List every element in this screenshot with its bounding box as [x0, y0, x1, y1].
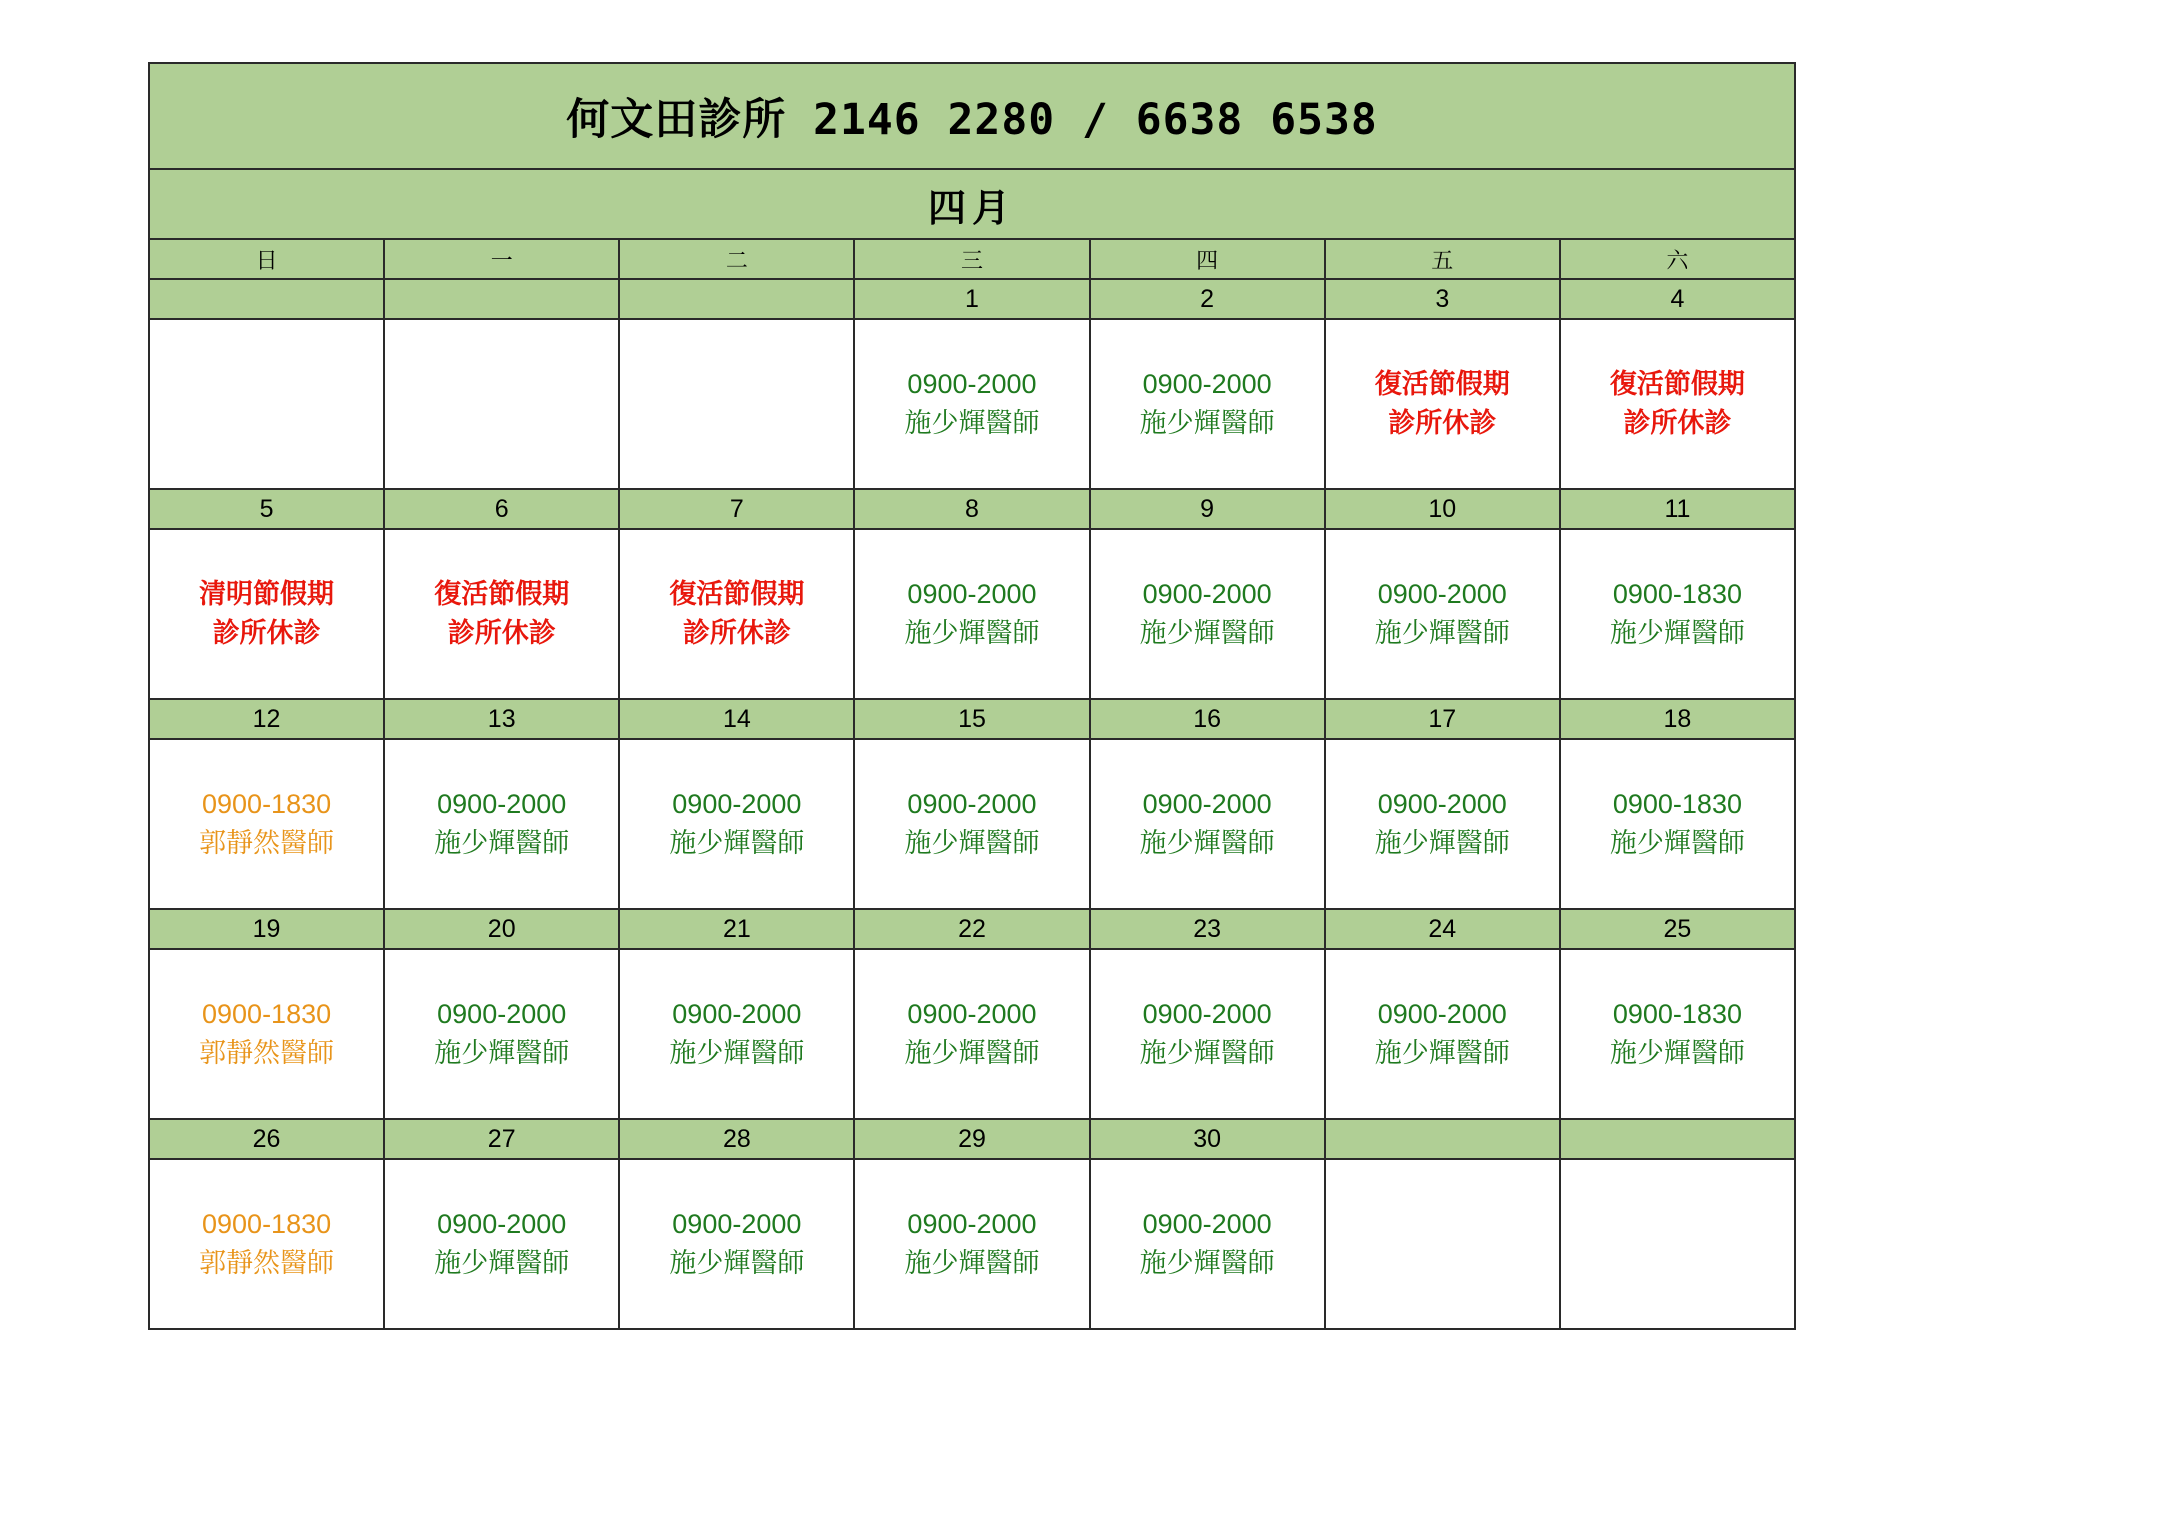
- day-number: 11: [1560, 489, 1795, 529]
- day-notice: 復活節假期: [1609, 368, 1745, 399]
- day-hours: 0900-1830: [202, 1208, 332, 1239]
- day-number: 19: [149, 909, 384, 949]
- day-cell-empty: [1560, 1159, 1795, 1329]
- day-notice: 復活節假期: [434, 578, 570, 609]
- day-doctor: 施少輝醫師: [1609, 618, 1745, 648]
- day-number: 8: [854, 489, 1089, 529]
- day-cell: [619, 739, 854, 909]
- day-cell: [149, 529, 384, 699]
- day-hours: 0900-1830: [1612, 998, 1742, 1029]
- day-cell: [149, 319, 384, 489]
- day-number: 15: [854, 699, 1089, 739]
- day-number: 22: [854, 909, 1089, 949]
- day-cell: [1325, 319, 1560, 489]
- day-hours: 0900-2000: [672, 1208, 802, 1239]
- day-number-empty: [1560, 1119, 1795, 1159]
- day-content-row: [149, 949, 1795, 1119]
- day-number: 2: [1090, 279, 1325, 319]
- day-doctor: 施少輝醫師: [669, 828, 805, 858]
- day-cell: [1090, 319, 1325, 489]
- day-number: 5: [149, 489, 384, 529]
- weekday-tue: 二: [619, 239, 854, 279]
- day-doctor: 施少輝醫師: [904, 1248, 1040, 1278]
- day-doctor: 施少輝醫師: [434, 828, 570, 858]
- day-content-row: [149, 1159, 1795, 1329]
- day-cell: [149, 739, 384, 909]
- weekday-mon: 一: [384, 239, 619, 279]
- day-notice-sub: 診所休診: [447, 618, 556, 648]
- weekday-thu: 四: [1090, 239, 1325, 279]
- day-hours: 0900-2000: [437, 788, 567, 819]
- day-number: 20: [384, 909, 619, 949]
- day-hours: 0900-1830: [202, 998, 332, 1029]
- weekday-fri: 五: [1325, 239, 1560, 279]
- day-number: 13: [384, 699, 619, 739]
- day-hours: 0900-2000: [1377, 998, 1507, 1029]
- day-notice: 清明節假期: [199, 578, 335, 609]
- day-number: [384, 279, 619, 319]
- weekday-sat: 六: [1560, 239, 1795, 279]
- day-cell: [619, 1159, 854, 1329]
- clinic-title: 何文田診所 2146 2280 / 6638 6538: [149, 63, 1795, 169]
- day-doctor: 郭靜然醫師: [199, 828, 335, 858]
- weekday-wed: 三: [854, 239, 1089, 279]
- day-cell: [1325, 949, 1560, 1119]
- day-doctor: 施少輝醫師: [1609, 828, 1745, 858]
- day-doctor: 施少輝醫師: [1139, 408, 1275, 438]
- day-number: 24: [1325, 909, 1560, 949]
- day-cell: [854, 739, 1089, 909]
- day-cell: [1090, 739, 1325, 909]
- day-doctor: 施少輝醫師: [434, 1038, 570, 1068]
- day-number: 3: [1325, 279, 1560, 319]
- day-cell: [619, 319, 854, 489]
- day-hours: 0900-1830: [1612, 788, 1742, 819]
- day-hours: 0900-2000: [907, 368, 1037, 399]
- day-number: 27: [384, 1119, 619, 1159]
- day-doctor: 施少輝醫師: [904, 618, 1040, 648]
- day-hours: 0900-1830: [1612, 578, 1742, 609]
- day-number: 18: [1560, 699, 1795, 739]
- day-number: [149, 279, 384, 319]
- month-row: [149, 169, 1795, 239]
- day-notice-sub: 診所休診: [1388, 408, 1497, 438]
- day-cell: [619, 949, 854, 1119]
- day-cell: [1090, 1159, 1325, 1329]
- day-cell: [1560, 949, 1795, 1119]
- day-doctor: 施少輝醫師: [1374, 618, 1510, 648]
- day-number: 26: [149, 1119, 384, 1159]
- clinic-schedule-calendar: [148, 62, 1796, 1330]
- day-hours: 0900-1830: [202, 788, 332, 819]
- day-cell: [384, 319, 619, 489]
- day-number: 29: [854, 1119, 1089, 1159]
- day-doctor: 施少輝醫師: [1374, 1038, 1510, 1068]
- day-hours: 0900-2000: [1377, 788, 1507, 819]
- day-doctor: 施少輝醫師: [669, 1038, 805, 1068]
- day-cell: [1325, 529, 1560, 699]
- day-number: 9: [1090, 489, 1325, 529]
- day-number: 4: [1560, 279, 1795, 319]
- day-doctor: 施少輝醫師: [904, 1038, 1040, 1068]
- day-cell: [384, 1159, 619, 1329]
- day-doctor: 施少輝醫師: [669, 1248, 805, 1278]
- day-number: 25: [1560, 909, 1795, 949]
- weekday-sun: 日: [149, 239, 384, 279]
- day-doctor: 施少輝醫師: [1139, 1248, 1275, 1278]
- day-doctor: 施少輝醫師: [904, 828, 1040, 858]
- day-notice-sub: 診所休診: [682, 618, 791, 648]
- day-doctor: 郭靜然醫師: [199, 1248, 335, 1278]
- day-hours: 0900-2000: [907, 1208, 1037, 1239]
- day-number: [619, 279, 854, 319]
- day-number: 1: [854, 279, 1089, 319]
- day-number-row: [149, 909, 1795, 949]
- day-hours: 0900-2000: [672, 998, 802, 1029]
- day-cell: [384, 529, 619, 699]
- day-number: 12: [149, 699, 384, 739]
- day-cell: [384, 739, 619, 909]
- day-number-row: [149, 1119, 1795, 1159]
- day-hours: 0900-2000: [907, 578, 1037, 609]
- day-number-row: [149, 699, 1795, 739]
- day-hours: 0900-2000: [1142, 1208, 1272, 1239]
- title-row: [149, 63, 1795, 169]
- day-cell: [1560, 739, 1795, 909]
- day-hours: 0900-2000: [1142, 788, 1272, 819]
- day-cell: [1090, 949, 1325, 1119]
- day-cell: [1090, 529, 1325, 699]
- day-number-row: [149, 489, 1795, 529]
- day-hours: 0900-2000: [1142, 578, 1272, 609]
- day-doctor: 施少輝醫師: [1139, 1038, 1275, 1068]
- day-cell: [1325, 739, 1560, 909]
- day-number: 28: [619, 1119, 854, 1159]
- day-cell: [149, 949, 384, 1119]
- day-content-row: [149, 529, 1795, 699]
- day-cell: [854, 949, 1089, 1119]
- calendar-body: [149, 63, 1795, 1329]
- day-cell: [1560, 319, 1795, 489]
- day-hours: 0900-2000: [1142, 998, 1272, 1029]
- day-number: 6: [384, 489, 619, 529]
- day-number: 14: [619, 699, 854, 739]
- day-hours: 0900-2000: [437, 1208, 567, 1239]
- day-content-row: [149, 319, 1795, 489]
- day-cell: [854, 319, 1089, 489]
- day-number-row: [149, 279, 1795, 319]
- day-number: 23: [1090, 909, 1325, 949]
- day-number: 17: [1325, 699, 1560, 739]
- day-notice-sub: 診所休診: [1623, 408, 1732, 438]
- weekday-header-row: [149, 239, 1795, 279]
- day-number: 21: [619, 909, 854, 949]
- day-cell: [854, 529, 1089, 699]
- day-number-empty: [1325, 1119, 1560, 1159]
- day-doctor: 施少輝醫師: [1139, 618, 1275, 648]
- day-doctor: 施少輝醫師: [1374, 828, 1510, 858]
- month-label: 四月: [149, 169, 1795, 239]
- day-cell: [1560, 529, 1795, 699]
- day-notice: 復活節假期: [669, 578, 805, 609]
- day-hours: 0900-2000: [1377, 578, 1507, 609]
- day-notice: 復活節假期: [1374, 368, 1510, 399]
- day-cell: [854, 1159, 1089, 1329]
- day-number: 16: [1090, 699, 1325, 739]
- day-cell: [384, 949, 619, 1119]
- day-hours: 0900-2000: [907, 788, 1037, 819]
- day-number: 7: [619, 489, 854, 529]
- day-doctor: 郭靜然醫師: [199, 1038, 335, 1068]
- day-hours: 0900-2000: [437, 998, 567, 1029]
- day-cell-empty: [1325, 1159, 1560, 1329]
- day-number: 10: [1325, 489, 1560, 529]
- day-hours: 0900-2000: [1142, 368, 1272, 399]
- day-hours: 0900-2000: [672, 788, 802, 819]
- day-doctor: 施少輝醫師: [1609, 1038, 1745, 1068]
- day-notice-sub: 診所休診: [212, 618, 321, 648]
- day-doctor: 施少輝醫師: [434, 1248, 570, 1278]
- day-cell: [149, 1159, 384, 1329]
- day-hours: 0900-2000: [907, 998, 1037, 1029]
- day-content-row: [149, 739, 1795, 909]
- day-cell: [619, 529, 854, 699]
- day-doctor: 施少輝醫師: [904, 408, 1040, 438]
- day-doctor: 施少輝醫師: [1139, 828, 1275, 858]
- day-number: 30: [1090, 1119, 1325, 1159]
